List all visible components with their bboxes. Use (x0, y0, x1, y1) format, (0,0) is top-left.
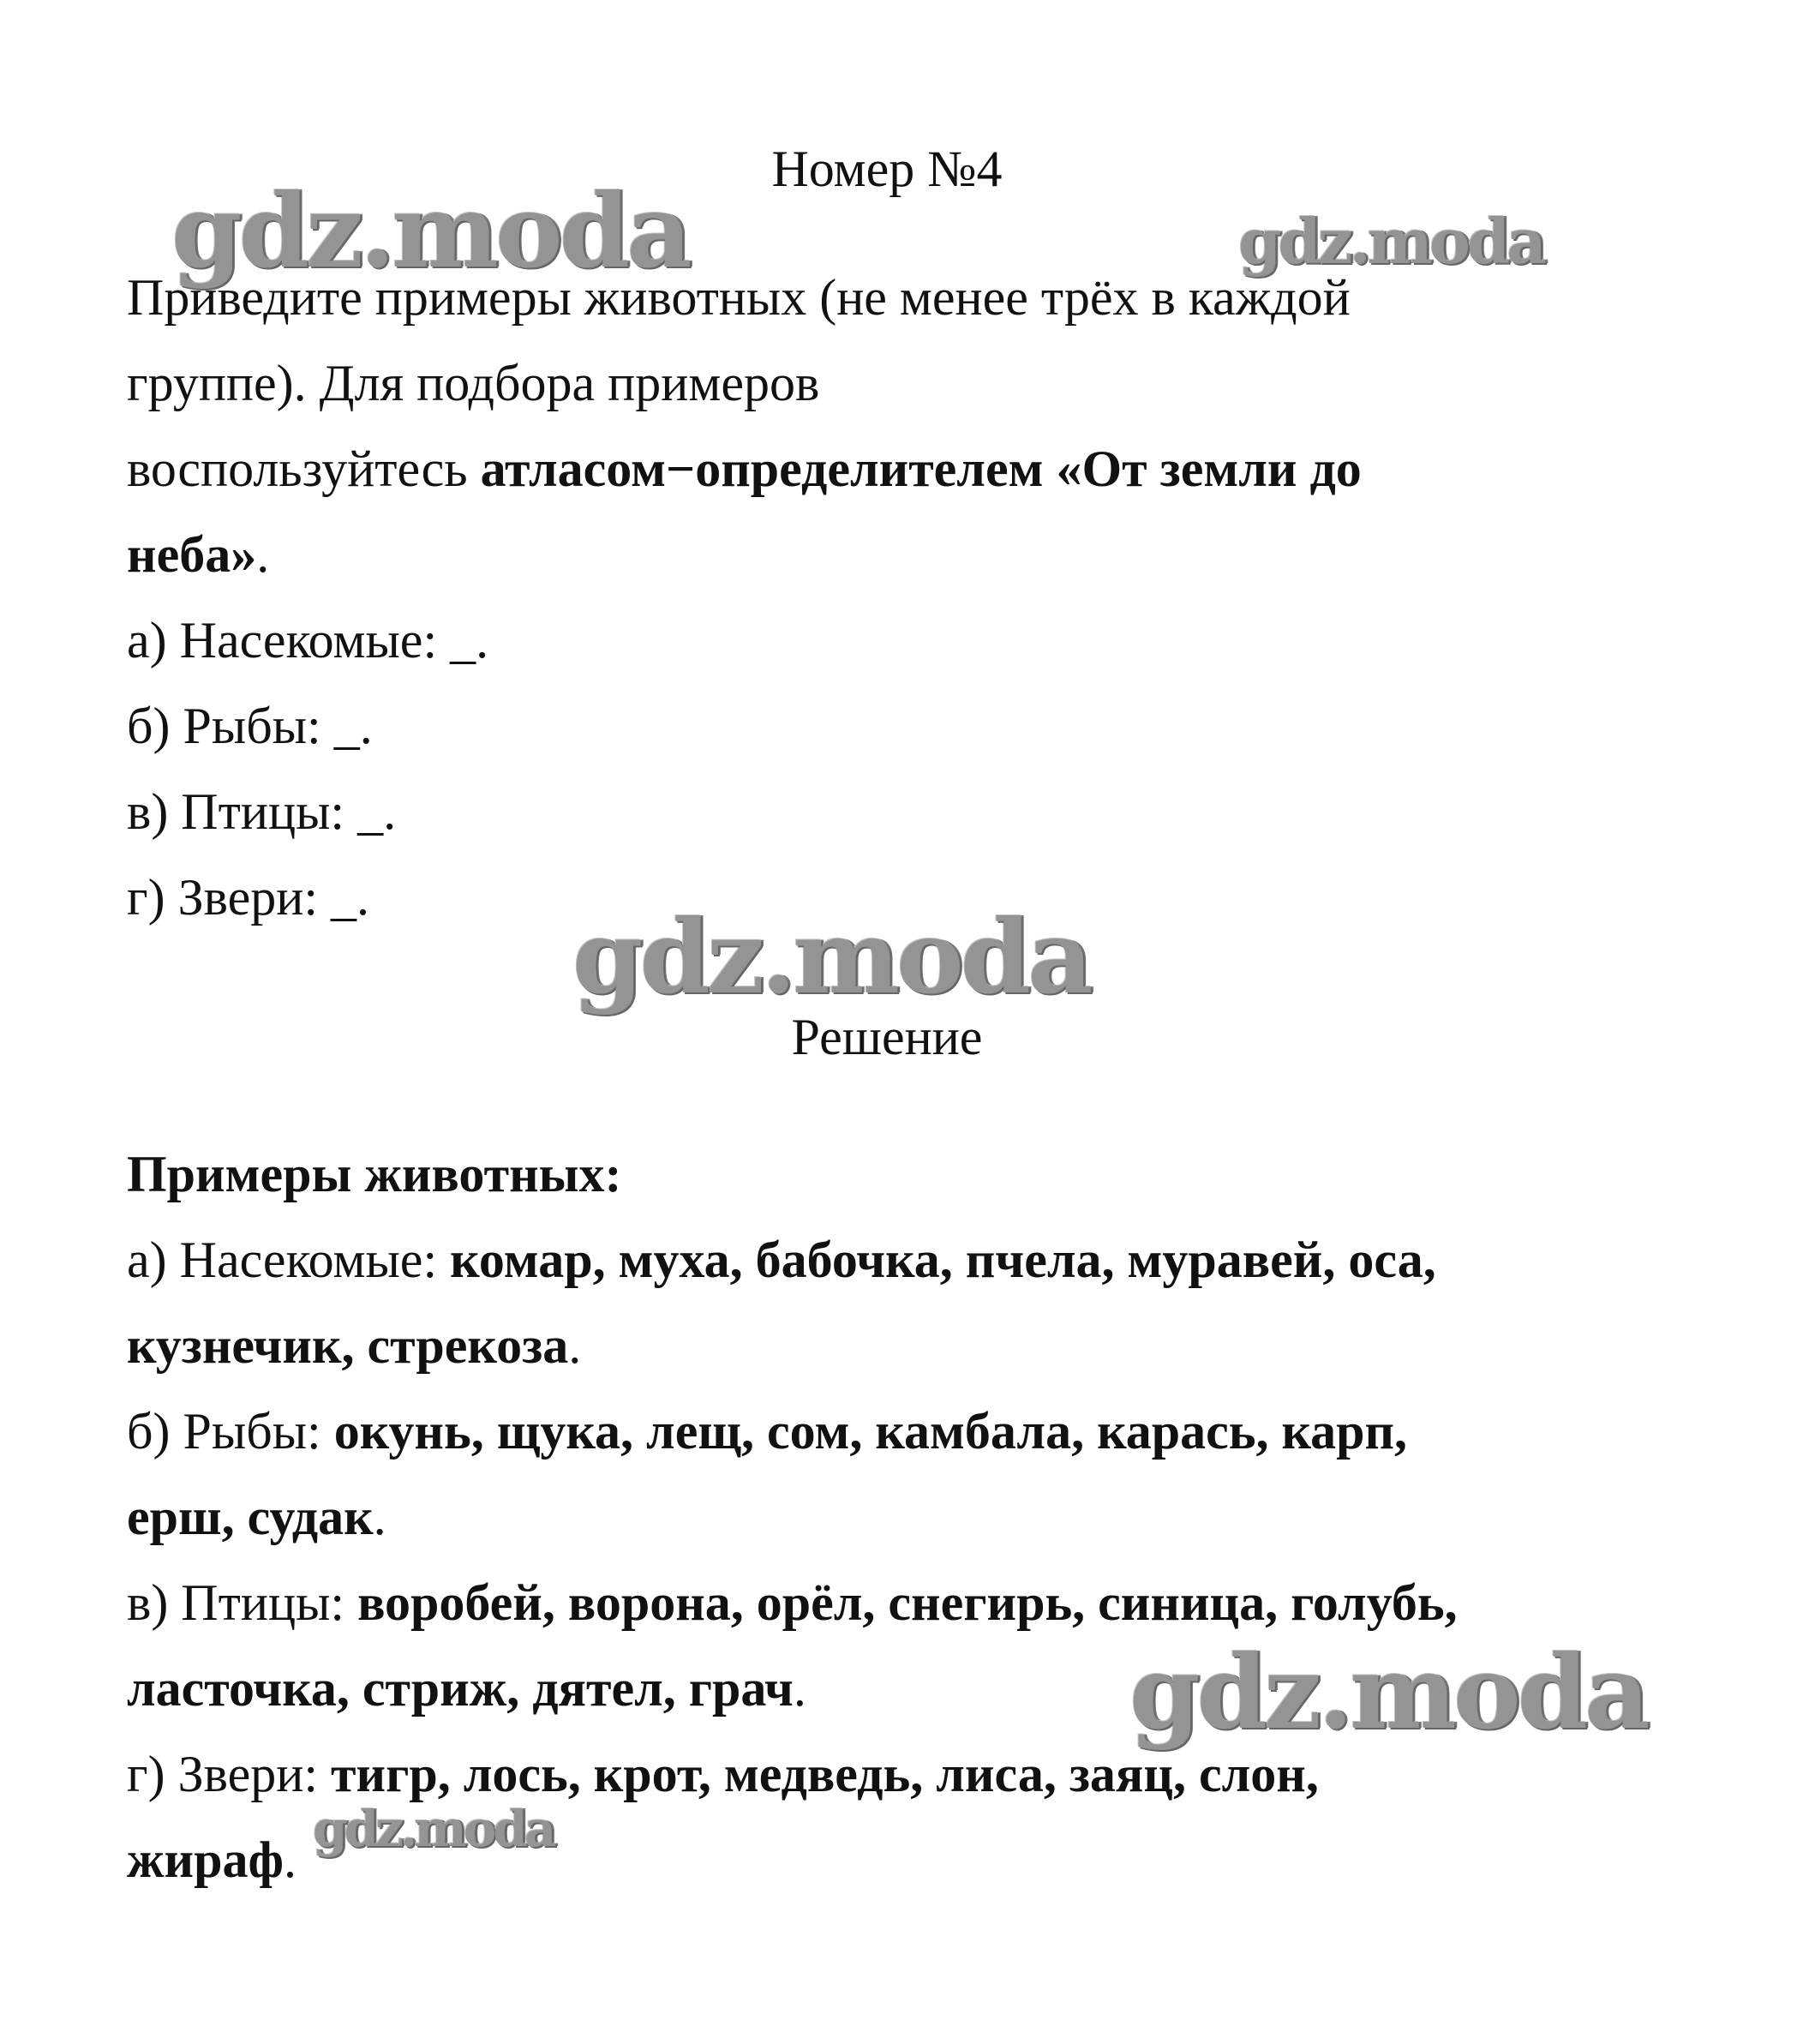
task-item-fish: б) Рыбы: _. (127, 698, 373, 754)
watermark-logo: gdz.moda (1129, 1633, 1647, 1752)
watermark-logo: gdz.moda (1238, 205, 1543, 278)
page-title: Номер №4 (771, 141, 1003, 197)
task-item-beasts: г) Звери: _. (127, 869, 370, 926)
task-line-4 (127, 524, 269, 584)
task-item-birds: в) Птицы: _. (127, 783, 397, 840)
task-line-3-plain: воспользуйтесь (127, 441, 481, 497)
watermark-logo: gdz.moda (171, 171, 689, 291)
solution-insects-list-1: комар, муха, бабочка, пчела, муравей, оса, (450, 1232, 1436, 1288)
solution-birds-line-1 (127, 1573, 1458, 1633)
task-line-2: группе). Для подбора примеров (127, 355, 820, 411)
solution-fish-end: . (373, 1489, 386, 1545)
solution-insects-label: а) Насекомые: (127, 1232, 451, 1288)
task-atlas-name: атласом−определителем «От земли до (480, 441, 1362, 497)
solution-beasts-label: г) Звери: (127, 1746, 332, 1802)
task-line-1: Приведите примеры животных (не менее трёх в каждой (127, 269, 1351, 326)
solution-beasts-line-1 (127, 1744, 1319, 1804)
task-atlas-name-end: неба» (127, 526, 257, 583)
solution-insects-list-2: кузнечик, стрекоза (127, 1317, 569, 1374)
solution-beasts-list-1: тигр, лось, крот, медведь, лиса, заяц, слон, (331, 1746, 1319, 1802)
solution-fish-label: б) Рыбы: (127, 1403, 334, 1460)
solution-birds-label: в) Птицы: (127, 1574, 358, 1631)
solution-beasts-end: . (283, 1831, 297, 1888)
solution-subheading (127, 1144, 621, 1204)
solution-birds-list-2: ласточка, стриж, дятел, грач (127, 1660, 794, 1717)
solution-beasts-line-2 (127, 1830, 297, 1890)
solution-birds-end: . (793, 1660, 806, 1717)
solution-fish-list-2: ерш, судак (127, 1489, 374, 1545)
solution-beasts-list-2: жираф (127, 1831, 284, 1888)
solution-birds-line-2 (127, 1658, 806, 1718)
solution-fish-list-1: окунь, щука, лещ, сом, камбала, карась, карп, (333, 1403, 1408, 1460)
solution-fish-line-2 (127, 1487, 386, 1547)
task-line-4-end: . (256, 526, 270, 583)
solution-subheading-text: Примеры животных: (127, 1146, 622, 1202)
solution-birds-list-1: воробей, ворона, орёл, снегирь, синица, голубь, (357, 1574, 1458, 1631)
solution-insects-line-1 (127, 1230, 1436, 1290)
solution-insects-end: . (568, 1317, 582, 1374)
task-item-insects: а) Насекомые: _. (127, 612, 489, 668)
solution-heading: Решение (791, 1009, 983, 1065)
solution-insects-line-2 (127, 1316, 581, 1376)
watermark-logo: gdz.moda (572, 897, 1090, 1016)
solution-fish-line-1 (127, 1401, 1407, 1461)
task-line-3 (127, 439, 1362, 499)
watermark-logo: gdz.moda (313, 1800, 554, 1858)
